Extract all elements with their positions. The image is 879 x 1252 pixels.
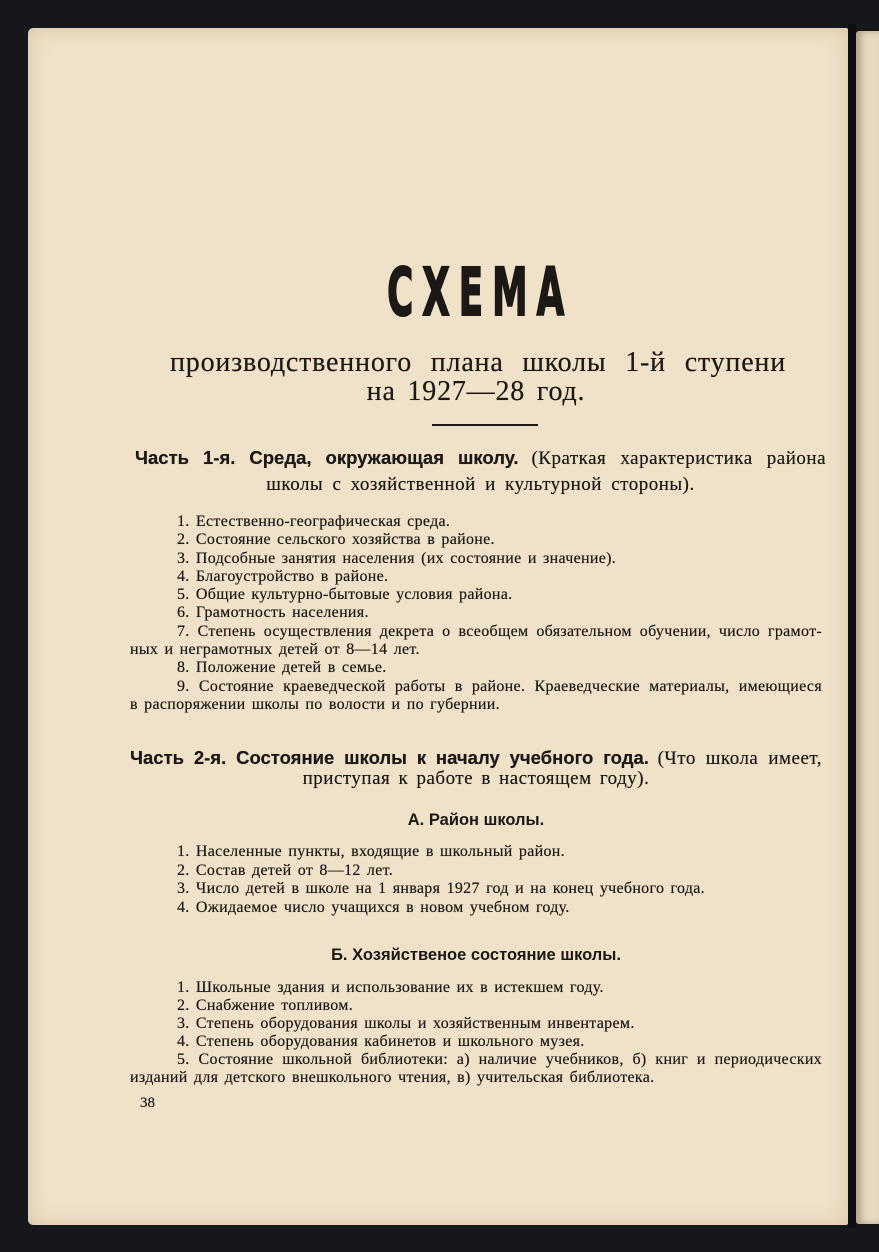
list-item-text: Снабжение топливом.	[195, 997, 354, 1014]
list-item	[130, 880, 822, 899]
part1-list	[130, 513, 822, 714]
list-item-text: Ожидаемое число учащихся в новом учебном году.	[195, 899, 570, 917]
adjacent-page-edge	[856, 31, 879, 1224]
part2-heading-note-line2: приступая к работе в настоящем году).	[302, 768, 650, 789]
list-item-text: Состояние школьной библиотеки: а) наличие учебников, б) книг и периодических	[198, 1051, 822, 1068]
list-item	[130, 899, 822, 918]
section-a-heading: А. Район школы.	[407, 811, 545, 829]
list-item-number: 3.	[177, 1015, 190, 1032]
list-item	[130, 513, 822, 531]
part1-heading-continued	[135, 472, 826, 499]
list-item-number: 2.	[177, 997, 190, 1014]
list-item	[130, 531, 822, 549]
subtitle-line-1: производственного плана школы 1-й ступени	[170, 347, 786, 378]
part1-heading-note: (Краткая характеристика района	[531, 448, 826, 469]
list-item	[130, 550, 822, 568]
title-divider	[432, 424, 538, 426]
section-b-heading: Б. Хозяйственое состояние школы.	[331, 946, 621, 964]
page-title	[130, 254, 822, 331]
part2-heading-title: Часть 2-я. Состояние школы к началу учебного года.	[130, 747, 649, 768]
list-item-number: 4.	[177, 899, 190, 917]
list-item-number: 3.	[177, 880, 190, 898]
list-item-text: Состав детей от 8—12 лет.	[195, 861, 393, 879]
list-item-text: Населенные пункты, входящие в школьный район.	[195, 843, 565, 860]
list-item-number: 3.	[177, 549, 190, 567]
list-item-number: 7.	[177, 622, 190, 640]
list-item-number: 1.	[177, 843, 190, 860]
list-item-number: 9.	[177, 677, 190, 695]
list-item-text: Число детей в школе на 1 января 1927 год и на конец учебного года.	[195, 880, 705, 898]
book-gutter	[848, 24, 856, 1228]
section-a-list	[130, 843, 822, 918]
list-item-continuation: в распоряжении школы по волости и по губернии.	[130, 695, 500, 713]
list-item	[130, 979, 822, 997]
list-item-number: 1.	[177, 513, 190, 530]
list-item-continuation: изданий для детского внешкольного чтения, в) учительская библиотека.	[130, 1069, 655, 1086]
part1-heading-title: Часть 1-я. Среда, окружающая школу.	[135, 447, 519, 468]
list-item-text: Общие культурно-бытовые условия района.	[195, 586, 513, 604]
list-item	[130, 604, 822, 622]
list-item-number: 2.	[177, 531, 190, 549]
list-item	[130, 997, 822, 1015]
list-item-continuation: ных и неграмотных детей от 8—14 лет.	[130, 641, 420, 659]
list-item-text: Благоустройство в районе.	[195, 567, 389, 585]
list-item-text: Степень осуществления декрета о всеобщем обязательном обучении, число грамот-	[197, 622, 822, 640]
section-b-list	[130, 979, 822, 1087]
list-item-text: Школьные здания и использование их в истекшем году.	[195, 979, 604, 996]
list-item	[130, 568, 822, 586]
book-page	[28, 28, 848, 1225]
list-item-number: 4.	[177, 1033, 190, 1050]
list-item-text: Естественно-географическая среда.	[195, 513, 451, 530]
list-item-text: Степень оборудования школы и хозяйственным инвентарем.	[195, 1015, 635, 1032]
list-item	[130, 1033, 822, 1051]
list-item-number: 4.	[177, 567, 190, 585]
list-item	[130, 862, 822, 881]
part1-heading	[135, 445, 826, 473]
part1-heading-note-line2: школы с хозяйственной и культурной стороны).	[266, 474, 695, 495]
list-item	[130, 1015, 822, 1033]
list-item	[130, 678, 822, 696]
list-item-text: Степень оборудования кабинетов и школьного музея.	[195, 1033, 585, 1050]
list-item-number: 5.	[177, 1051, 190, 1068]
list-item-text: Положение детей в семье.	[195, 659, 387, 677]
list-item	[130, 586, 822, 604]
part2-heading-continued	[130, 768, 822, 791]
list-item-number: 2.	[177, 861, 190, 879]
list-item-number: 8.	[177, 659, 190, 677]
list-item-number: 1.	[177, 979, 190, 996]
page-number: 38	[140, 1095, 155, 1111]
subtitle-line-2: на 1927—28 год.	[366, 376, 586, 407]
list-item	[130, 659, 822, 677]
list-item	[130, 623, 822, 641]
list-item-text: Состояние краеведческой работы в районе. Краеведческие материалы, имеющиеся	[198, 677, 822, 695]
list-item-text: Подсобные занятия населения (их состояние и значение).	[195, 549, 617, 567]
list-item	[130, 843, 822, 862]
list-item-text: Состояние сельского хозяйства в районе.	[195, 531, 495, 549]
list-item-text: Грамотность населения.	[195, 604, 369, 622]
list-item	[130, 1051, 822, 1069]
page-title-text: СХЕМА	[387, 254, 574, 331]
list-item-number: 6.	[177, 604, 190, 622]
part2-heading-note: (Что школа имеет,	[657, 748, 822, 769]
list-item-number: 5.	[177, 586, 190, 604]
